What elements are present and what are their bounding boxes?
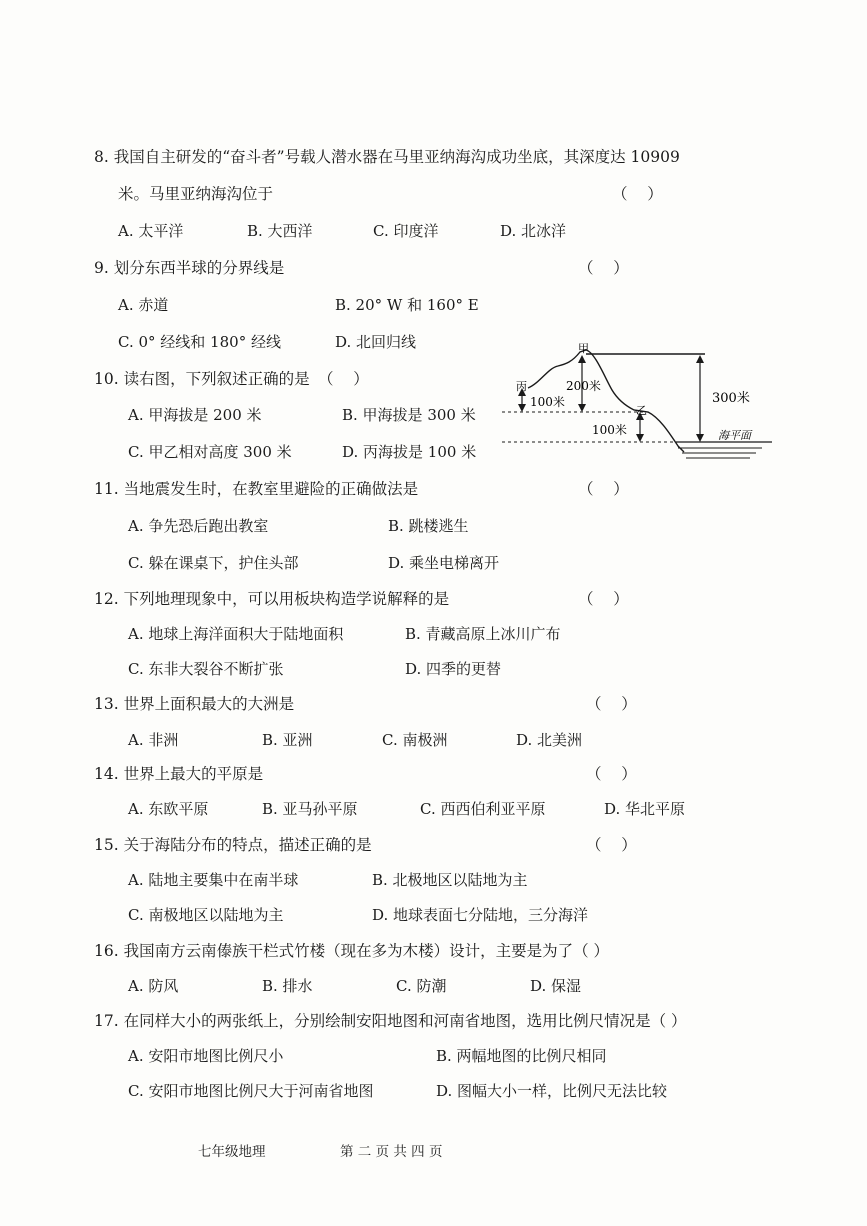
q9-answer-paren: （ ） [578,259,629,277]
q9-option-b: B. 20° W 和 160° E [335,296,479,314]
q10-elevation-diagram [500,338,780,468]
q8-option-a: A. 太平洋 [118,222,184,240]
arrow-300-head-down [696,434,704,442]
q15-option-c: C. 南极地区以陆地为主 [128,906,284,924]
q15-stem: 15. 关于海陆分布的特点，描述正确的是 [94,836,372,854]
q8-option-c: C. 印度洋 [373,222,439,240]
q9-option-d: D. 北回归线 [335,333,417,351]
q10-option-b: B. 甲海拔是 300 米 [342,406,476,424]
q10-stem: 10. 读右图，下列叙述正确的是 [94,370,310,388]
arrow-300-head-up [696,355,704,363]
q10-option-c: C. 甲乙相对高度 300 米 [128,443,292,461]
q9-option-c: C. 0° 经线和 180° 经线 [118,333,281,351]
q17-option-a: A. 安阳市地图比例尺小 [128,1047,284,1065]
q13-option-d: D. 北美洲 [516,731,583,749]
label-yi: 乙 [636,404,647,417]
q17-option-d: D. 图幅大小一样，比例尺无法比较 [436,1082,668,1100]
q16-stem: 16. 我国南方云南傣族干栏式竹楼（现在多为木楼）设计，主要是为了（ ） [94,942,610,960]
q16-option-d: D. 保湿 [530,977,582,995]
q15-option-d: D. 地球表面七分陆地，三分海洋 [372,906,589,924]
arrow-200-head-up [578,355,586,363]
q12-stem: 12. 下列地理现象中，可以用板块构造学说解释的是 [94,590,450,608]
q14-option-d: D. 华北平原 [604,800,686,818]
q12-option-b: B. 青藏高原上冰川广布 [405,625,561,643]
q16-option-c: C. 防潮 [396,977,447,995]
q13-answer-paren: （ ） [586,695,637,713]
label-100m-left: 100米 [530,395,565,409]
q11-option-a: A. 争先恐后跑出教室 [128,517,269,535]
q8-option-d: D. 北冰洋 [500,222,567,240]
q14-answer-paren: （ ） [586,765,637,783]
q8-stem-line1: 8. 我国自主研发的“奋斗者”号载人潜水器在马里亚纳海沟成功坐底，其深度达 10909 [94,148,680,166]
q16-option-b: B. 排水 [262,977,313,995]
arrow-200-head-down [578,404,586,412]
q14-option-b: B. 亚马孙平原 [262,800,358,818]
q14-option-a: A. 东欧平原 [128,800,209,818]
q8-answer-paren: （ ） [612,185,663,203]
q11-option-c: C. 躲在课桌下，护住头部 [128,554,299,572]
q15-option-b: B. 北极地区以陆地为主 [372,871,528,889]
q10-option-a: A. 甲海拔是 200 米 [128,406,262,424]
q11-answer-paren: （ ） [578,480,629,498]
q17-option-b: B. 两幅地图的比例尺相同 [436,1047,607,1065]
q11-option-d: D. 乘坐电梯离开 [388,554,500,572]
q9-option-a: A. 赤道 [118,296,169,314]
label-200m: 200米 [566,379,601,393]
q13-option-b: B. 亚洲 [262,731,313,749]
q11-option-b: B. 跳楼逃生 [388,517,469,535]
q14-stem: 14. 世界上最大的平原是 [94,765,264,783]
q15-option-a: A. 陆地主要集中在南半球 [128,871,299,889]
label-bing: 丙 [516,380,527,393]
q8-stem-line2: 米。马里亚纳海沟位于 [118,185,274,203]
label-jia: 甲 [578,342,589,355]
label-100m-right: 100米 [592,423,627,437]
label-300m: 300米 [712,391,750,406]
q17-option-c: C. 安阳市地图比例尺大于河南省地图 [128,1082,374,1100]
q13-option-a: A. 非洲 [128,731,179,749]
label-sea-level: 海平面 [718,429,751,442]
q14-option-c: C. 西西伯利亚平原 [420,800,546,818]
arrow-100-right-head-down [636,434,644,442]
q12-option-c: C. 东非大裂谷不断扩张 [128,660,284,678]
q8-option-b: B. 大西洋 [247,222,313,240]
q16-option-a: A. 防风 [128,977,179,995]
q10-answer-paren: （ ） [318,370,369,388]
footer-page-number: 第 二 页 共 四 页 [340,1144,443,1160]
q10-option-d: D. 丙海拔是 100 米 [342,443,477,461]
q12-option-a: A. 地球上海洋面积大于陆地面积 [128,625,344,643]
footer-subject: 七年级地理 [198,1144,266,1160]
q13-option-c: C. 南极洲 [382,731,448,749]
q9-stem: 9. 划分东西半球的分界线是 [94,259,285,277]
q11-stem: 11. 当地震发生时，在教室里避险的正确做法是 [94,480,419,498]
q12-answer-paren: （ ） [578,590,629,608]
q12-option-d: D. 四季的更替 [405,660,502,678]
q15-answer-paren: （ ） [586,836,637,854]
arrow-100-left-head-down [518,404,526,412]
q13-stem: 13. 世界上面积最大的大洲是 [94,695,295,713]
q17-stem: 17. 在同样大小的两张纸上，分别绘制安阳地图和河南省地图，选用比例尺情况是（ ） [94,1012,687,1030]
